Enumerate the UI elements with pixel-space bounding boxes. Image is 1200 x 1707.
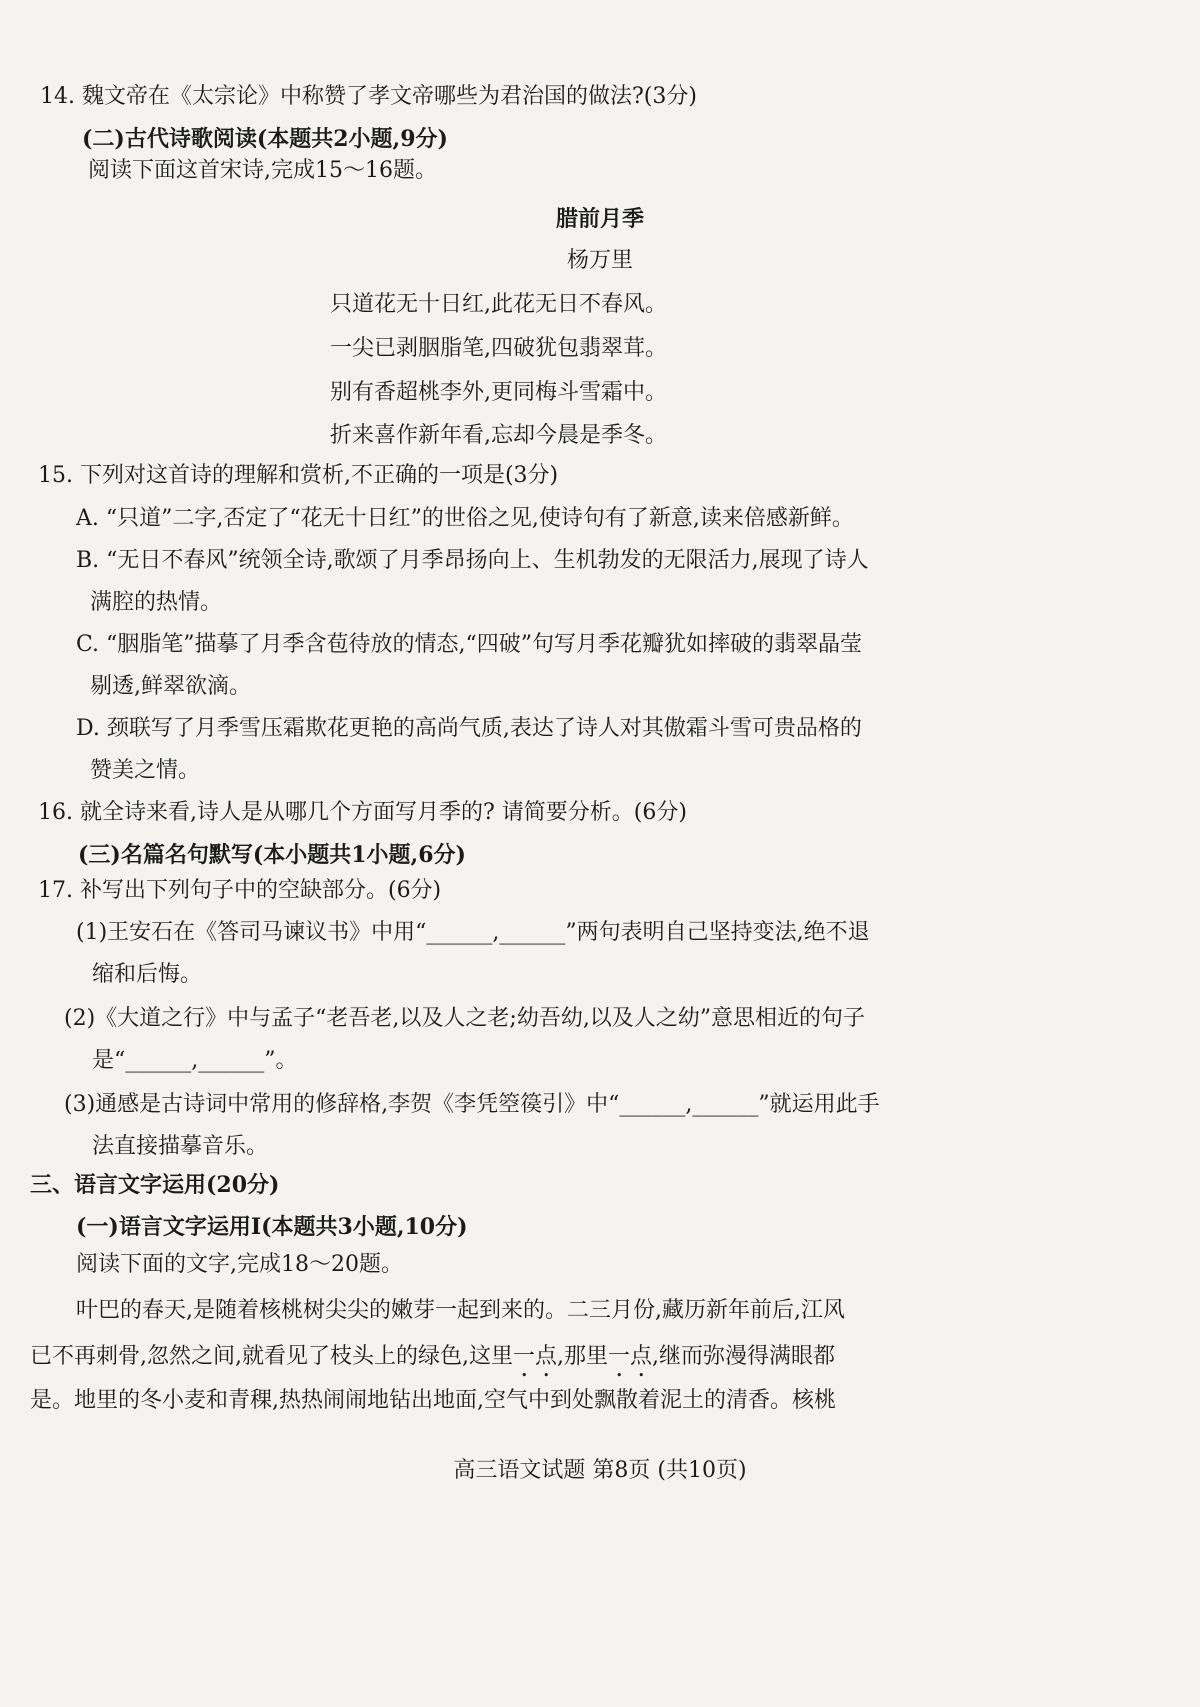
passage-line-1: 叶巴的春天,是随着核桃树尖尖的嫩芽一起到来的。二三月份,藏历新年前后,江风 [76,1298,845,1323]
question-17-part-1-line-2: 缩和后悔。 [92,962,203,987]
question-17-part-3-line-1: (3)通感是古诗词中常用的修辞格,李贺《李凭箜篌引》中“______,______”就运用此手 [64,1092,880,1117]
poem-author: 杨万里 [566,248,633,273]
option-d-line-1: D. 颈联写了月季雪压霜欺花更艳的高尚气质,表达了诗人对其傲霜斗雪可贵品格的 [76,716,862,741]
poem-line-3: 别有香超桃李外,更同梅斗雪霜中。 [330,380,667,405]
poem-title: 腊前月季 [555,206,644,232]
question-16: 16. 就全诗来看,诗人是从哪几个方面写月季的? 请简要分析。(6分) [38,800,687,825]
passage-line-2-mid: ,那里 [557,1344,608,1369]
emphasized-text: 一点 [608,1344,653,1369]
language-instruction: 阅读下面的文字,完成18～20题。 [76,1252,403,1277]
question-17-part-1-line-1: (1)王安石在《答司马谏议书》中用“______,______”两句表明自己坚持变法,绝不退 [76,920,870,945]
question-17-part-2-line-1: (2)《大道之行》中与孟子“老吾老,以及人之老;幼吾幼,以及人之幼”意思相近的句子 [64,1006,866,1031]
question-17-stem: 17. 补写出下列句子中的空缺部分。(6分) [38,878,442,903]
section-dictation-heading: (三)名篇名句默写(本小题共1小题,6分) [78,842,466,868]
subsection-language-heading: (一)语言文字运用Ⅰ(本题共3小题,10分) [76,1214,468,1240]
poem-line-4: 折来喜作新年看,忘却今晨是季冬。 [330,423,667,448]
poetry-instruction: 阅读下面这首宋诗,完成15～16题。 [88,158,437,183]
passage-line-2-post: ,继而弥漫得满眼都 [652,1344,836,1369]
question-15-stem: 15. 下列对这首诗的理解和赏析,不正确的一项是(3分) [38,463,559,488]
section-poetry-heading: (二)古代诗歌阅读(本题共2小题,9分) [82,126,448,152]
option-b-line-2: 满腔的热情。 [90,590,223,615]
option-a: A. “只道”二字,否定了“花无十日红”的世俗之见,使诗句有了新意,读来倍感新鲜。 [76,506,854,531]
passage-line-3: 是。地里的冬小麦和青稞,热热闹闹地钻出地面,空气中到处飘散着泥土的清香。核桃 [30,1388,836,1413]
poem-line-1: 只道花无十日红,此花无日不春风。 [330,292,667,317]
section-language-heading: 三、语言文字运用(20分) [30,1172,280,1198]
emphasized-text: 一点 [512,1344,557,1369]
option-b-line-1: B. “无日不春风”统领全诗,歌颂了月季昂扬向上、生机勃发的无限活力,展现了诗人 [76,548,869,573]
question-17-part-3-line-2: 法直接描摹音乐。 [92,1134,269,1159]
option-c-line-1: C. “胭脂笔”描摹了月季含苞待放的情态,“四破”句写月季花瓣犹如摔破的翡翠晶莹 [76,632,863,657]
question-17-part-2-line-2: 是“______,______”。 [92,1048,298,1073]
poem-line-2: 一尖已剥胭脂笔,四破犹包翡翠茸。 [330,336,667,361]
question-14: 14. 魏文帝在《太宗论》中称赞了孝文帝哪些为君治国的做法?(3分) [40,84,697,109]
option-c-line-2: 剔透,鲜翠欲滴。 [90,674,251,699]
passage-line-2-pre: 已不再刺骨,忽然之间,就看见了枝头上的绿色,这里 [30,1344,513,1369]
passage-line-2 [30,1342,1200,1382]
option-d-line-2: 赞美之情。 [90,758,201,783]
page-footer: 高三语文试题 第8页 (共10页) [453,1458,747,1483]
